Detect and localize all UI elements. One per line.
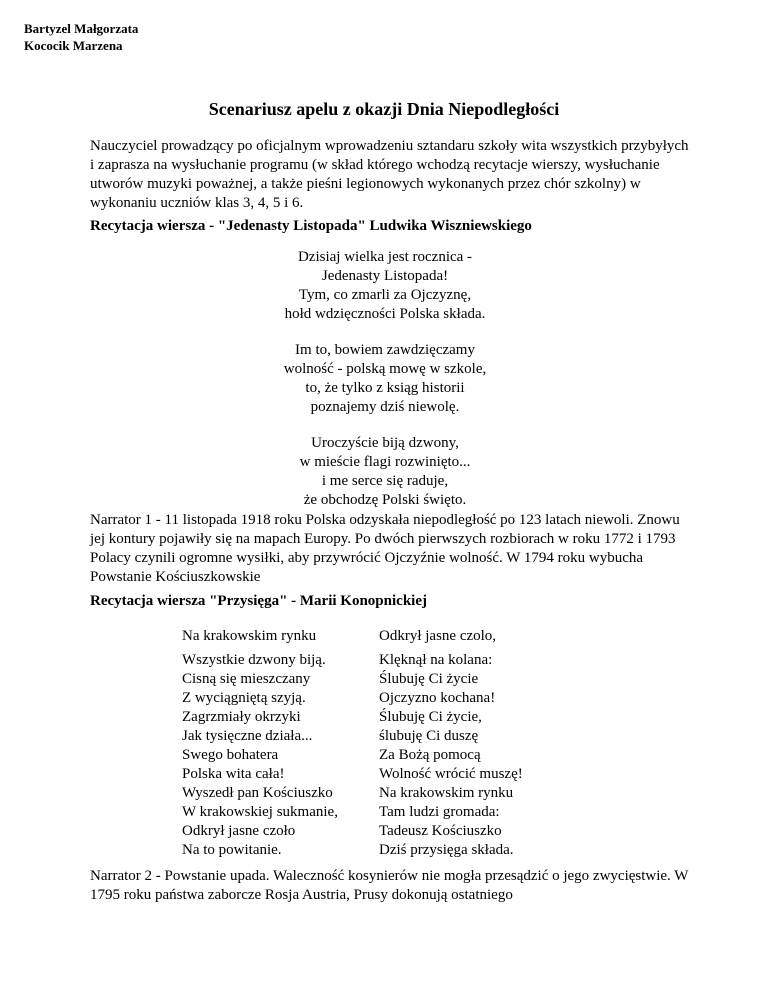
- poem-line: Odkrył jasne czoło: [182, 823, 296, 839]
- poem-jedenasty-listopada: [240, 248, 530, 510]
- poem-line: to, że tylko z ksiąg historii: [305, 380, 465, 396]
- poem-line: Ślubuję Ci życie: [379, 671, 479, 687]
- poem-line: Dzisiaj wielka jest rocznica -: [297, 249, 473, 265]
- intro-paragraph: Nauczyciel prowadzący po oficjalnym wprowadzeniu sztandaru szkoły wita wszystkich przybyłych i zaprasza na wysłuchanie programu (w skład którego wchodzą recytacje wierszy, wysłuchanie utworów muzyki poważnej, a także pieśni legionowych wykonanych przez chór szkolny) w wykonaniu uczniów klas 3, 4, 5 i 6.: [90, 138, 689, 211]
- poem-przysiega-left-first: Na krakowskim rynku: [182, 628, 317, 644]
- poem-line: że obchodzę Polski święto.: [303, 492, 467, 508]
- poem-line: Na to powitanie.: [182, 842, 282, 858]
- poem-line: Wyszedł pan Kościuszko: [182, 785, 333, 801]
- poem-line: Na krakowskim rynku: [379, 785, 514, 801]
- poem-line: Ślubuję Ci życie,: [379, 709, 482, 725]
- poem-line: Z wyciągniętą szyją.: [182, 690, 306, 706]
- poem-stanza: [240, 248, 530, 324]
- poem-line: Tym, co zmarli za Ojczyznę,: [298, 287, 472, 303]
- poem-przysiega-right-column: [379, 651, 523, 860]
- poem-line: Jak tysięczne działa...: [182, 728, 313, 744]
- poem-line: Uroczyście biją dzwony,: [311, 435, 459, 451]
- poem-line: Jedenasty Listopada!: [321, 268, 449, 284]
- poem-przysiega-left-column: [182, 651, 338, 860]
- poem-line: Ojczyzno kochana!: [379, 690, 496, 706]
- poem-line: W krakowskiej sukmanie,: [182, 804, 338, 820]
- poem-line: hołd wdzięczności Polska składa.: [284, 306, 486, 322]
- poem-przysiega-right-first: Odkrył jasne czolo,: [379, 628, 497, 644]
- authors: [24, 20, 138, 54]
- poem-line: Wolność wrócić muszę!: [379, 766, 523, 782]
- poem-line: i me serce się raduje,: [321, 473, 449, 489]
- narrator-1-paragraph: Narrator 1 - 11 listopada 1918 roku Polska odzyskała niepodległość po 123 latach niewoli. Znowu jej kontury pojawiły się na mapach Europy. Po dwóch pierwszych rozbiorach w roku 1772 i 1793 Polacy czynili ogromne wysiłki, aby przywrócić Ojczyźnie wolność. W 1794 roku wybucha Powstanie Kościuszkowskie: [90, 512, 680, 585]
- document-title: Scenariusz apelu z okazji Dnia Niepodległości: [208, 99, 560, 119]
- author-name: Bartyzel Małgorzata: [24, 21, 139, 36]
- poem-stanza: [240, 434, 530, 510]
- poem-line: ślubuję Ci duszę: [379, 728, 479, 744]
- poem-line: Dziś przysięga składa.: [379, 842, 514, 858]
- poem-line: Tam ludzi gromada:: [379, 804, 500, 820]
- poem-line: Tadeusz Kościuszko: [379, 823, 502, 839]
- poem-line: Za Bożą pomocą: [379, 747, 481, 763]
- poem-stanza: [240, 341, 530, 417]
- recitation-1-heading: Recytacja wiersza - "Jedenasty Listopada" Ludwika Wiszniewskiego: [90, 218, 532, 234]
- narrator-2-paragraph: Narrator 2 - Powstanie upada. Waleczność kosynierów nie mogła przesądzić o jego zwycięstwie. W 1795 roku państwa zaborcze Rosja Austria, Prusy dokonują ostatniego: [90, 868, 689, 903]
- recitation-2-heading: Recytacja wiersza "Przysięga" - Marii Konopnickiej: [90, 593, 427, 609]
- poem-line: Zagrzmiały okrzyki: [182, 709, 301, 725]
- poem-line: w mieście flagi rozwinięto...: [299, 454, 471, 470]
- author-name: Kococik Marzena: [24, 38, 123, 53]
- poem-line: Im to, bowiem zawdzięczamy: [295, 342, 475, 358]
- poem-line: Polska wita cała!: [182, 766, 285, 782]
- poem-line: Cisną się mieszczany: [182, 671, 311, 687]
- poem-line: Wszystkie dzwony biją.: [182, 652, 326, 668]
- poem-line: Swego bohatera: [182, 747, 279, 763]
- poem-line: poznajemy dziś niewolę.: [310, 399, 460, 415]
- poem-line: Klęknął na kolana:: [379, 652, 493, 668]
- poem-line: wolność - polską mowę w szkole,: [283, 361, 487, 377]
